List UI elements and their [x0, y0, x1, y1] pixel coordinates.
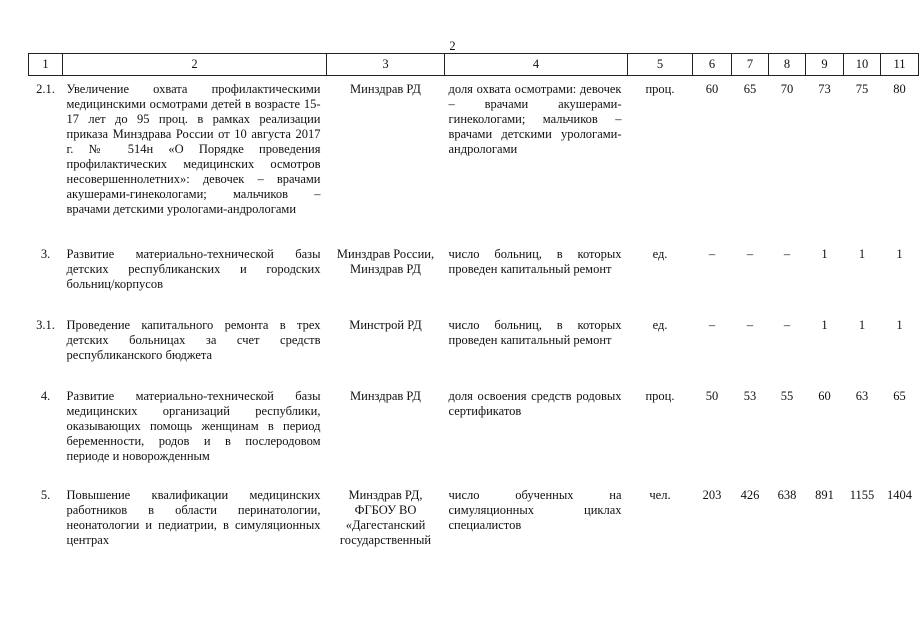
column-header: 10	[844, 54, 881, 76]
value-cell: 426	[740, 488, 760, 502]
measure-name: Повышение квалификации медицинских работников в области перинатологии, неонатологии и педиатрии, в симуляционных центрах	[66, 488, 321, 547]
value-cell: –	[746, 247, 754, 261]
value-cell: 1155	[849, 488, 875, 502]
column-header: 9	[806, 54, 844, 76]
value-cell: 65	[893, 389, 906, 403]
table-row	[29, 312, 919, 363]
column-header: 11	[881, 54, 919, 76]
page-number: 2	[449, 39, 456, 53]
row-number: 3.	[40, 247, 51, 261]
indicators-table	[28, 53, 919, 548]
value-cell: –	[783, 247, 791, 261]
executor: Минздрав РД, ФГБОУ ВО «Дагестанский государственный	[339, 488, 432, 547]
indicator: число больниц, в которых проведен капитальный ремонт	[448, 247, 622, 276]
table-row	[29, 241, 919, 292]
measure-name: Проведение капитального ремонта в трех детских больницах за счет средств республиканского бюджета	[66, 318, 321, 362]
value-cell: 60	[818, 389, 831, 403]
column-header: 8	[769, 54, 806, 76]
table-row	[29, 482, 919, 548]
value-cell: 75	[855, 82, 869, 96]
value-cell: –	[783, 318, 791, 332]
measure-name: Увеличение охвата профилактическими медицинскими осмотрами детей в возрасте 15-17 лет до 95 проц. в рамках реализации приказа Минздрава России от 10 августа 2017 г. № 514н «О Порядке проведения профилактических медицинских осмотров несовершеннолетних»: девочек – врачами акушерами-гинекологами; мальчиков – врачами детскими урологами-андрологами	[66, 82, 321, 216]
value-cell: –	[708, 247, 716, 261]
value-cell: 1	[896, 247, 903, 261]
value-cell: 1	[821, 247, 828, 261]
value-cell: 55	[780, 389, 794, 403]
value-cell: 65	[743, 82, 757, 96]
executor: Минстрой РД	[349, 318, 422, 332]
value-cell: 53	[743, 389, 757, 403]
value-cell: 80	[893, 82, 906, 96]
column-header: 7	[732, 54, 769, 76]
value-cell: 70	[780, 82, 794, 96]
value-cell: 638	[777, 488, 797, 502]
value-cell: 1	[858, 318, 866, 332]
value-cell: 1	[821, 318, 828, 332]
column-header: 1	[29, 54, 63, 76]
executor: Минздрав России, Минздрав РД	[336, 247, 435, 276]
indicator: число обученных на симуляционных циклах специалистов	[448, 488, 622, 532]
table-row	[29, 76, 919, 218]
header-row	[29, 54, 919, 76]
column-header: 2	[63, 54, 327, 76]
unit: чел.	[649, 488, 671, 502]
value-cell: 63	[855, 389, 869, 403]
value-cell: 73	[818, 82, 831, 96]
executor: Минздрав РД	[350, 82, 421, 96]
row-number: 4.	[40, 389, 51, 403]
value-cell: 60	[705, 82, 719, 96]
value-cell: 203	[702, 488, 722, 502]
column-header: 5	[628, 54, 693, 76]
value-cell: 1	[896, 318, 903, 332]
executor: Минздрав РД	[350, 389, 421, 403]
row-number: 5.	[40, 488, 51, 502]
indicator: доля охвата осмотрами: девочек – врачами акушерами-гинекологами; мальчиков – врачами детскими урологами-андрологами	[448, 82, 622, 156]
value-cell: –	[708, 318, 716, 332]
column-header: 4	[445, 54, 628, 76]
column-header: 6	[693, 54, 732, 76]
row-number: 2.1.	[36, 82, 55, 96]
unit: проц.	[645, 82, 675, 96]
row-number: 3.1.	[36, 318, 55, 332]
unit: ед.	[652, 318, 668, 332]
indicator: доля освоения средств родовых сертификатов	[448, 389, 622, 418]
measure-name: Развитие материально-технической базы детских республиканских и городских больниц/корпусов	[66, 247, 321, 291]
unit: ед.	[652, 247, 668, 261]
value-cell: 50	[705, 389, 719, 403]
table-row	[29, 383, 919, 464]
unit: проц.	[645, 389, 675, 403]
value-cell: 891	[815, 488, 834, 502]
value-cell: 1404	[887, 488, 912, 502]
value-cell: 1	[858, 247, 866, 261]
indicator: число больниц, в которых проведен капитальный ремонт	[448, 318, 622, 347]
measure-name: Развитие материально-технической базы медицинских организаций республики, оказывающих помощь женщинам в период беременности, родов и в послеродовом периоде и новорожденным	[66, 389, 321, 463]
value-cell: –	[746, 318, 754, 332]
column-header: 3	[327, 54, 445, 76]
